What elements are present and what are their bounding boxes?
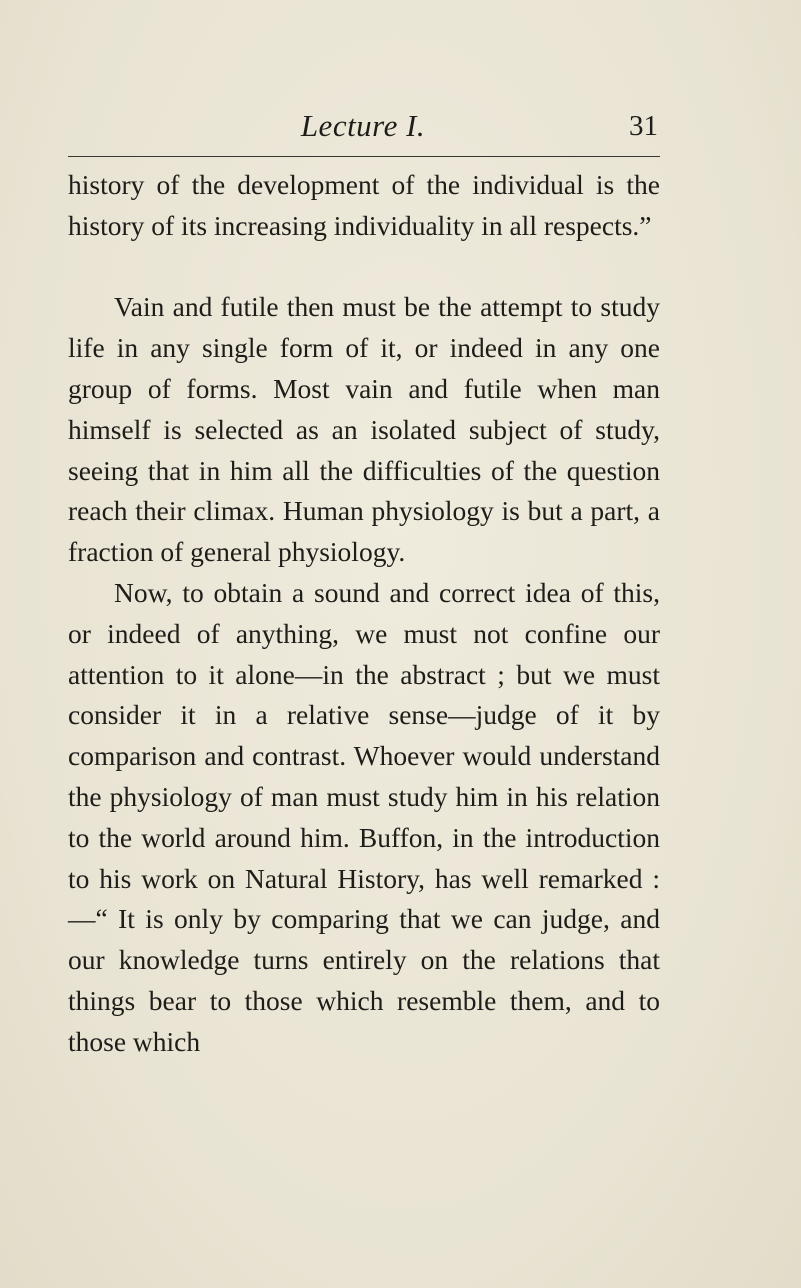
paragraph-continued: history of the development of the individual is the history of its increasing individuality in all respects.”: [68, 169, 660, 241]
header-rule: [68, 156, 660, 157]
paragraph: Now, to obtain a sound and correct idea of this, or indeed of anything, we must not confine our attention to it alone—in the abstract ; but we must consider it in a relative sense—judge of it by comparison and contrast. Whoever would understand the physiology of man must study him in his relation to the world around him. Buffon, in the introduction to his work on Natural History, has well remarked :—“ It is only by comparing that we can judge, and our knowledge turns entirely on the relations that things bear to those which resemble them, and to those which: [68, 576, 660, 1057]
page-number: 31: [629, 110, 658, 142]
running-title: Lecture I.: [300, 108, 426, 143]
body-text: [68, 165, 660, 1063]
paragraph: Vain and futile then must be the attempt to study life in any single form of it, or indeed in any one group of forms. Most vain and futile when man himself is selected as an isolated subject of study, seeing that in him all the difficulties of the question reach their climax. Human physiology is but a part, a fraction of general physiology.: [68, 291, 660, 568]
running-head: [68, 104, 658, 148]
